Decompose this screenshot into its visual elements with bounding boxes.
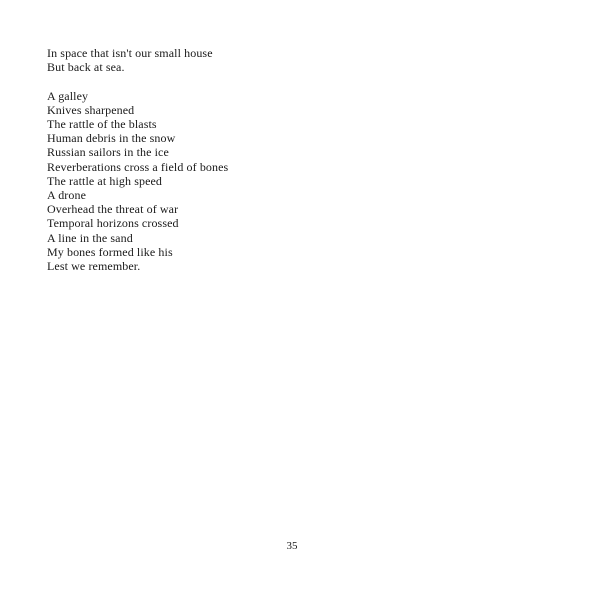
poem-line: Russian sailors in the ice: [47, 145, 169, 160]
poem-line: Temporal horizons crossed: [47, 216, 179, 231]
poem-line: The rattle of the blasts: [47, 117, 157, 131]
poem-line: Reverberations cross a field of bones: [47, 159, 229, 174]
poem-line: A drone: [47, 188, 87, 203]
poem-line: Lest we remember.: [47, 259, 141, 274]
poem-line: The rattle at high speed: [47, 173, 163, 188]
page-number: 35: [286, 540, 298, 552]
poem-stanza-1: [47, 46, 228, 74]
poem-line: Overhead the threat of war: [47, 202, 179, 217]
poem-line: My bones formed like his: [47, 244, 173, 259]
poem-line: But back at sea.: [47, 60, 125, 75]
poem-line: A galley: [47, 88, 89, 103]
poem-stanza-2: [47, 89, 228, 274]
poem-line: In space that isn't our small house: [47, 46, 213, 60]
poem-line: Human debris in the snow: [47, 131, 176, 146]
poem-text-block: [47, 46, 228, 273]
poem-line: Knives sharpened: [47, 102, 135, 117]
poem-line: A line in the sand: [47, 230, 133, 245]
